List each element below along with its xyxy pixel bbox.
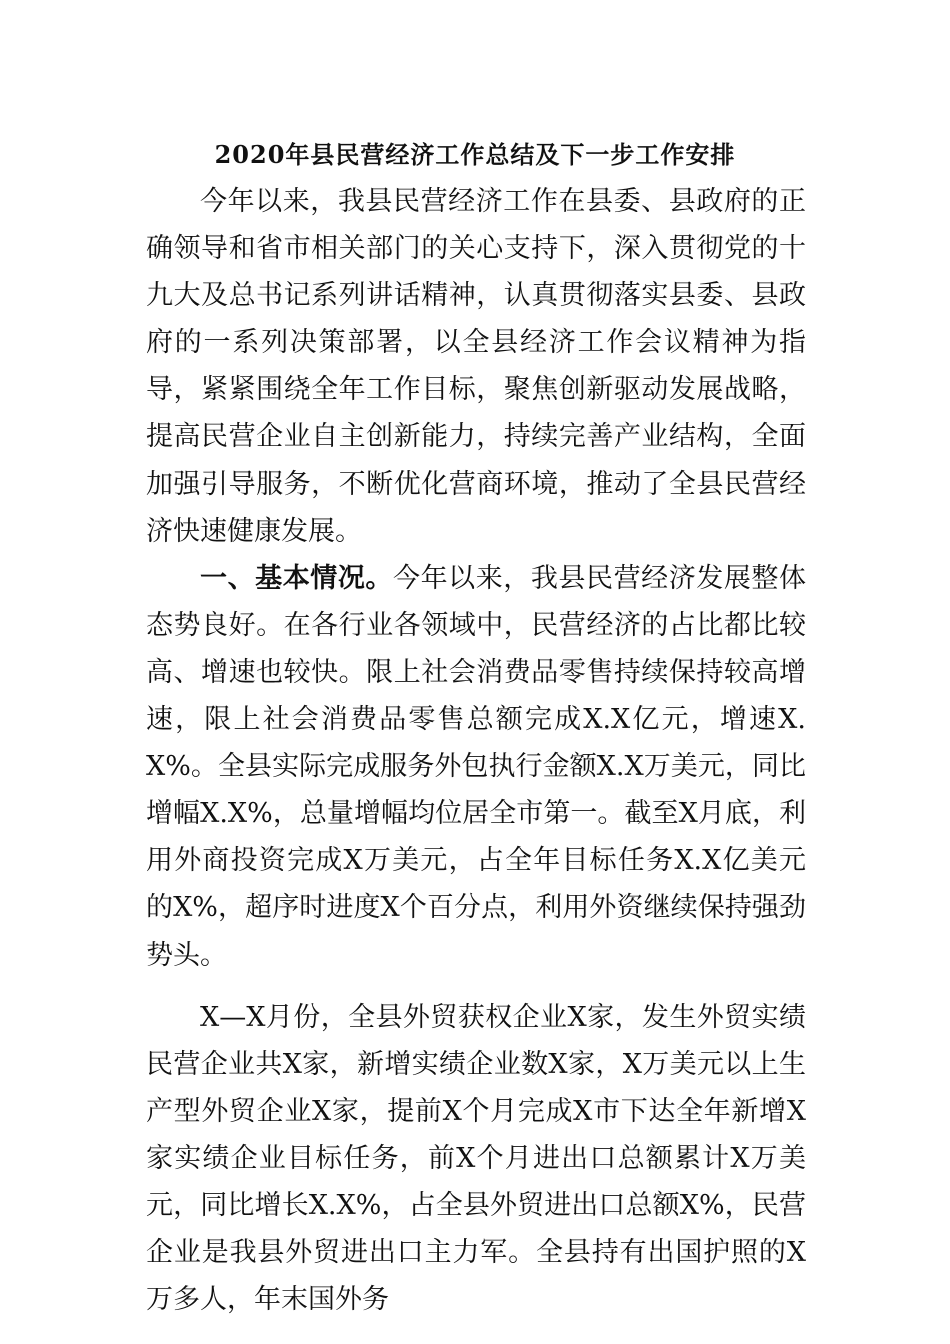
paragraph-basic-situation (146, 555, 806, 979)
document-body (146, 178, 806, 1323)
section-heading: 一、基本情况。 (200, 562, 393, 594)
paragraph-foreign-trade (146, 994, 806, 1324)
paragraph-text: X—X月份，全县外贸获权企业X家，发生外贸实绩民营企业共X家，新增实绩企业数X家，X万美元以上生产型外贸企业X家，提前X个月完成X市下达全年新增X家实绩企业目标任务，前X个月进出口总额累计X万美元，同比增长X.X%，占全县外贸进出口总额X%，民营企业是我县外贸进出口主力军。全县持有出国护照的X万多人，年末国外务 (146, 1001, 806, 1316)
document-title: 2020年县民营经济工作总结及下一步工作安排 (214, 140, 736, 169)
paragraph-text: 今年以来，我县民营经济工作在县委、县政府的正确领导和省市相关部门的关心支持下，深入贯彻党的十九大及总书记系列讲话精神，认真贯彻落实县委、县政府的一系列决策部署，以全县经济工作会议精神为指导，紧紧围绕全年工作目标，聚焦创新驱动发展战略，提高民营企业自主创新能力，持续完善产业结构，全面加强引导服务，不断优化营商环境，推动了全县民营经济快速健康发展。 (146, 186, 806, 547)
paragraph-text: 今年以来，我县民营经济发展整体态势良好。在各行业各领域中，民营经济的占比都比较高、增速也较快。限上社会消费品零售持续保持较高增速，限上社会消费品零售总额完成X.X亿元，增速X.X%。全县实际完成服务外包执行金额X.X万美元，同比增幅X.X%，总量增幅均位居全市第一。截至X月底，利用外商投资完成X万美元，占全年目标任务X.X亿美元的X%，超序时进度X个百分点，利用外资继续保持强劲势头。 (146, 562, 806, 971)
paragraph-intro (146, 178, 806, 555)
